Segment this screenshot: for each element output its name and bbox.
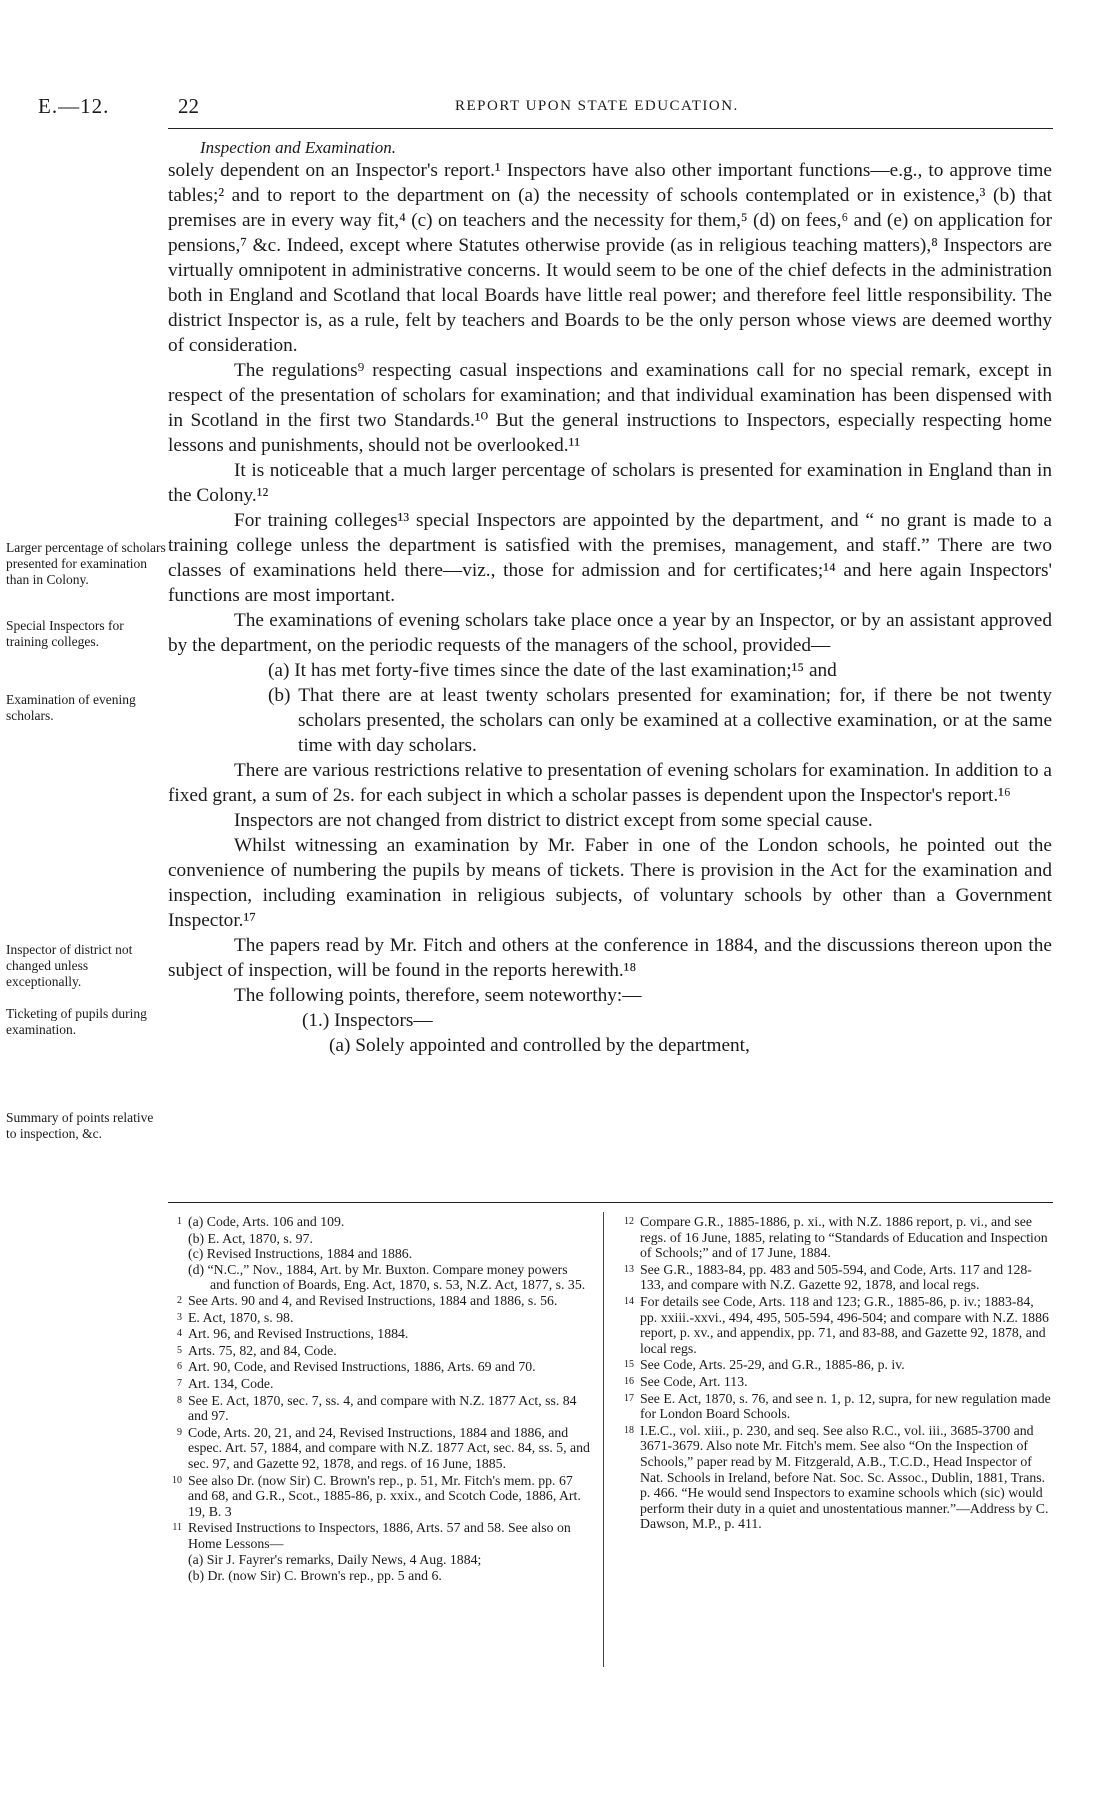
margin-note-ticketing: Ticketing of pupils during examination. (6, 1006, 147, 1037)
paragraph-4: For training colleges¹³ special Inspectors are appointed by the department, and “ no grant is made to a training college unless the department is satisfied with the premises, management, and staff.” There are two classes of examinations held there—viz., those for admission and for certificates;¹⁴ and here again Inspectors' functions are most important. (168, 510, 1052, 606)
paragraph-6b: (b) That there are at least twenty scholars presented for examination; for, if there be not twenty scholars presented, the scholars can only be examined at a collective examination, or at the same time with day scholars. (268, 685, 1052, 756)
margin-note-percentage: Larger percentage of scholars presented for examination than in Colony. (6, 540, 166, 587)
margin-note-training-colleges: Special Inspectors for training colleges. (6, 618, 124, 649)
footnote: 1 (a) Code, Arts. 106 and 109. (177, 1214, 345, 1229)
body-text (168, 158, 1052, 1058)
document-code: E.—12. (38, 94, 110, 118)
footnote: 6 Art. 90, Code, and Revised Instructions, 1886, Arts. 69 and 70. (177, 1359, 536, 1375)
footnote: 5 Arts. 75, 82, and 84, Code. (177, 1342, 337, 1358)
footnote: 17 See E. Act, 1870, s. 76, and see n. 1, p. 12, supra, for new regulation made for London Board Schools. (624, 1390, 1051, 1422)
footnote: 14 For details see Code, Arts. 118 and 123; G.R., 1885-86, p. iv.; 1883-84, pp. xxiii.-xxvi., 494, 495, 505-594, 496-504; and compare with N.Z. 1886 report, p. xv., and appendix, pp. 71, and 83-88, and Gazette 92, 1878, and local regs. (624, 1293, 1049, 1356)
footnote: 12 Compare G.R., 1885-1886, p. xi., with N.Z. 1886 report, p. vi., and see regs. of 16 June, 1885, relating to “Standards of Education and Inspection of Schools;” and of 17 June, 1884. (624, 1214, 1048, 1261)
paragraph-12: (1.) Inspectors— (302, 1010, 433, 1031)
footnote: 9 Code, Arts. 20, 21, and 24, Revised Instructions, 1884 and 1886, and espec. Art. 57, 1884, and compare with N.Z. 1877 Act, sec. 84, ss. 5, and sec. 97, and Gazette 92, 1878, and regs. of 16 June, 1885. (177, 1424, 590, 1471)
footnote: 10 See also Dr. (now Sir) C. Brown's rep., p. 51, Mr. Fitch's mem. pp. 67 and 68, and G.R., Scot., 1885-86, p. xxix., and Scotch Code, 1886, Art. 19, B. 3 (172, 1472, 581, 1519)
paragraph-11: The following points, therefore, seem noteworthy:— (234, 985, 642, 1006)
footnote: 4 Art. 96, and Revised Instructions, 1884. (177, 1326, 409, 1342)
section-heading: Inspection and Examination. (200, 138, 396, 157)
page-number: 22 (178, 94, 199, 118)
footnote: (d) “N.C.,” Nov., 1884, Art. by Mr. Buxton. Compare money powers and function of Boards, Eng. Act, 1870, s. 53, N.Z. Act, 1877, s. 35. (188, 1261, 586, 1293)
margin-note-summary: Summary of points relative to inspection, &c. (6, 1110, 154, 1141)
footnotes-left-column (160, 1214, 590, 1584)
footnote: 18 I.E.C., vol. xiii., p. 230, and seq. See also R.C., vol. iii., 3685-3700 and 3671-3679. Also note Mr. Fitch's mem. See also “On the Inspection of Schools,” paper read by M. Fitzgerald, A.B., T.C.D., Head Inspector of Nat. Schools in Ireland, before Nat. Soc. Sc. Assoc., Dublin, 1881, Trans. p. 466. “He would send Inspectors to examine schools which (sic) would perform their duty in a quiet and unostentatious manner.”—Address by C. Dawson, M.P., p. 411. (624, 1422, 1049, 1532)
footnote-rule (168, 1202, 1053, 1203)
paragraph-6a: (a) It has met forty-five times since the date of the last examination;¹⁵ and (268, 660, 837, 681)
footnote: (b) E. Act, 1870, s. 97. (188, 1230, 313, 1246)
margin-note-inspector-district: Inspector of district not changed unless exceptionally. (6, 942, 133, 989)
paragraph-3: It is noticeable that a much larger percentage of scholars is presented for examination in England than in the Colony.¹² (168, 460, 1052, 506)
paragraph-1: solely dependent on an Inspector's report.¹ Inspectors have also other important functions—e.g., to approve time tables;² and to report to the department on (a) the necessity of schools contemplated or in existence,³ (b) that premises are in every way fit,⁴ (c) on teachers and the necessity for them,⁵ (d) on fees,⁶ and (e) on application for pensions,⁷ &c. Indeed, except where Statutes otherwise provide (as in religious teaching matters),⁸ Inspectors are virtually omnipotent in administrative concerns. It would seem to be one of the chief defects in the administration both in England and Scotland that local Boards have little real power; and therefore feel little responsibility. The district Inspector is, as a rule, felt by teachers and Boards to be the only person whose views are deemed worthy of consideration. (168, 160, 1052, 356)
running-title: REPORT UPON STATE EDUCATION. (455, 98, 739, 114)
footnote: 16 See Code, Art. 113. (624, 1373, 748, 1389)
footnote: 13 See G.R., 1883-84, pp. 483 and 505-594, and Code, Arts. 117 and 128-133, and compare with N.Z. Gazette 92, 1878, and local regs. (624, 1261, 1032, 1293)
footnote-column-divider (603, 1212, 604, 1667)
footnote: 2 See Arts. 90 and 4, and Revised Instructions, 1884 and 1886, s. 56. (177, 1292, 558, 1308)
paragraph-8: Inspectors are not changed from district to district except from some special cause. (234, 810, 873, 831)
footnote: 8 See E. Act, 1870, sec. 7, ss. 4, and compare with N.Z. 1877 Act, ss. 84 and 97. (177, 1392, 577, 1424)
footnote: 7 Art. 134, Code. (177, 1375, 274, 1391)
paragraph-7: There are various restrictions relative to presentation of evening scholars for examination. In addition to a fixed grant, a sum of 2s. for each subject in which a scholar passes is dependent upon the Inspector's report.¹⁶ (168, 760, 1052, 806)
paragraph-2: The regulations⁹ respecting casual inspections and examinations call for no special remark, except in respect of the presentation of scholars for examination; and that individual examination has been dispensed with in Scotland in the first two Standards.¹⁰ But the general instructions to Inspectors, especially respecting home lessons and punishments, should not be overlooked.¹¹ (168, 360, 1052, 456)
paragraph-9: Whilst witnessing an examination by Mr. Faber in one of the London schools, he pointed out the convenience of numbering the pupils by means of tickets. There is provision in the Act for the examination and inspection, including examination in religious subjects, of voluntary schools by other than a Government Inspector.¹⁷ (168, 835, 1052, 931)
paragraph-13: (a) Solely appointed and controlled by the department, (329, 1035, 750, 1056)
footnotes-right-column (612, 1214, 1052, 1533)
paragraph-10: The papers read by Mr. Fitch and others at the conference in 1884, and the discussions thereon upon the subject of inspection, will be found in the reports herewith.¹⁸ (168, 935, 1052, 981)
margin-note-evening-scholars: Examination of evening scholars. (6, 692, 136, 723)
footnote: (c) Revised Instructions, 1884 and 1886. (188, 1246, 413, 1262)
footnote: (a) Sir J. Fayrer's remarks, Daily News, 4 Aug. 1884; (188, 1552, 482, 1568)
footnote: 3 E. Act, 1870, s. 98. (177, 1309, 294, 1325)
paragraph-5: The examinations of evening scholars take place once a year by an Inspector, or by an assistant approved by the department, on the periodic requests of the managers of the school, provided— (168, 610, 1052, 656)
footnote: (b) Dr. (now Sir) C. Brown's rep., pp. 5 and 6. (188, 1568, 442, 1584)
header-rule (168, 128, 1053, 129)
footnote: 11 Revised Instructions to Inspectors, 1886, Arts. 57 and 58. See also on Home Lessons— (172, 1520, 571, 1551)
footnote: 15 See Code, Arts. 25-29, and G.R., 1885-86, p. iv. (624, 1357, 905, 1373)
